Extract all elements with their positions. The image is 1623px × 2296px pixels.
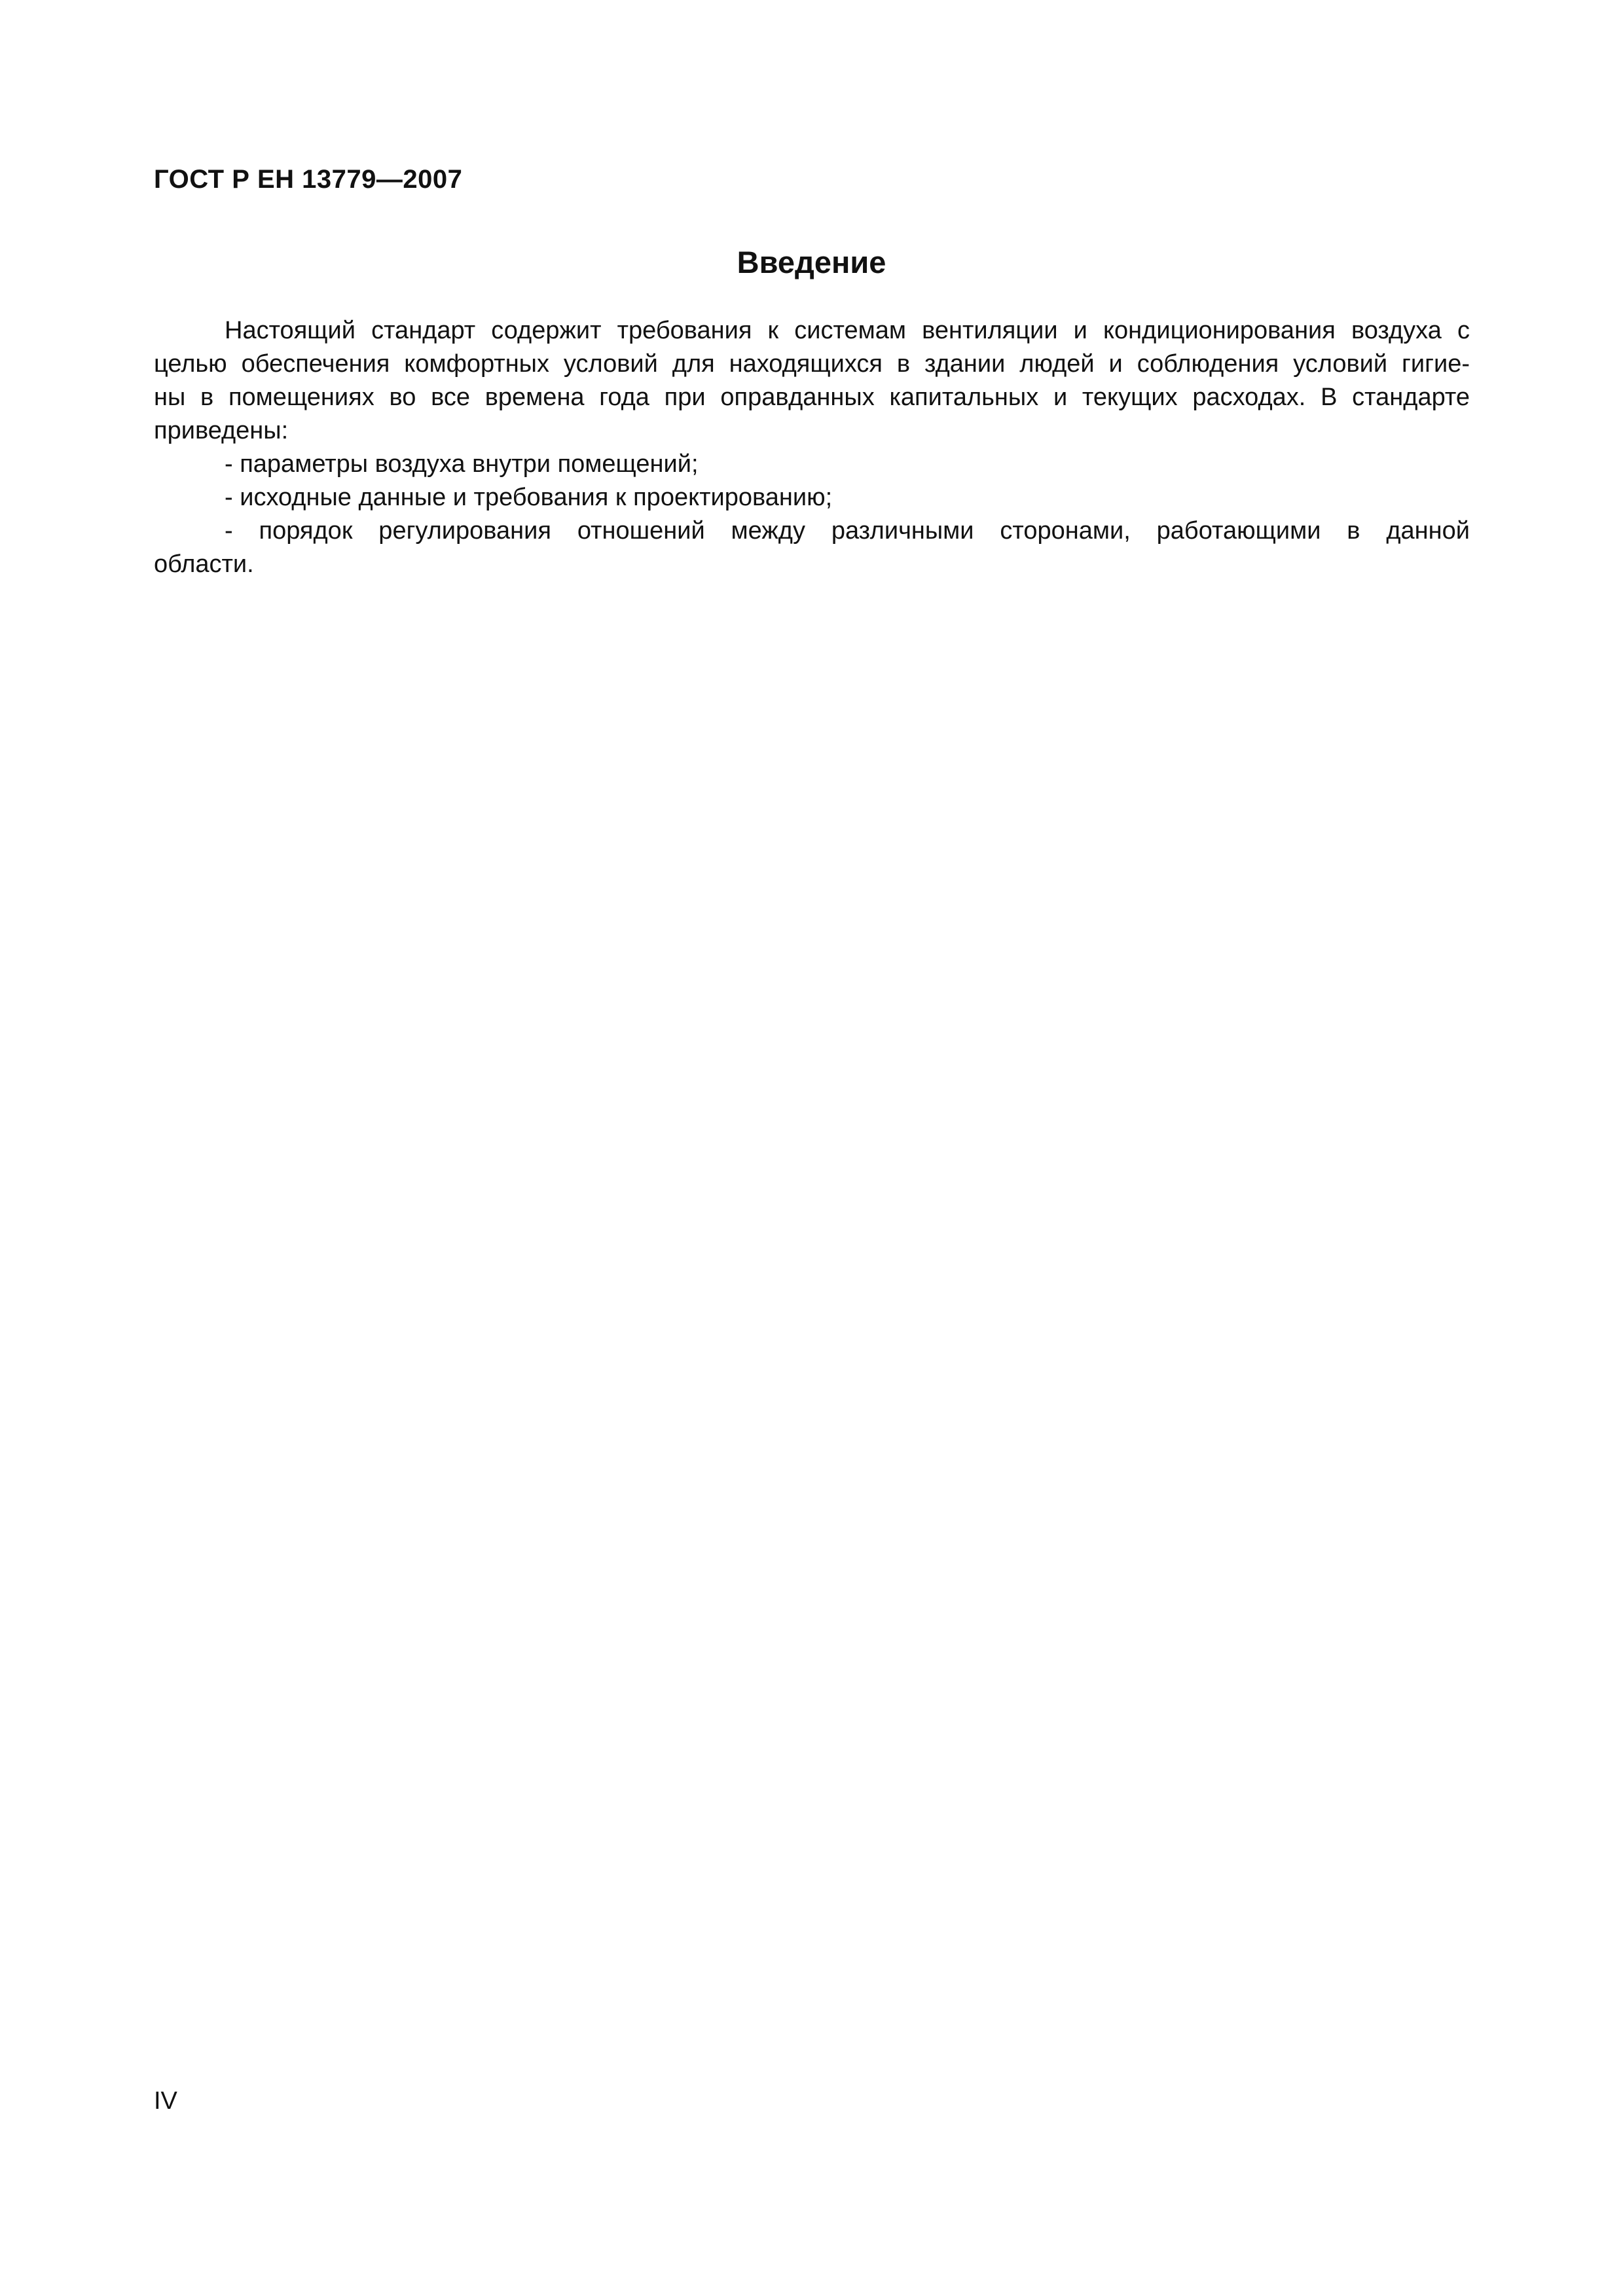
- page-number: IV: [154, 2087, 177, 2115]
- list-item: [154, 481, 1470, 514]
- intro-line: Настоящий стандарт содержит требования к системам вентиляции и кондиционирования воздуха с: [225, 317, 1470, 344]
- list-item: [154, 448, 1470, 481]
- intro-line: приведены:: [154, 417, 289, 444]
- body-text: [154, 314, 1470, 581]
- requirements-list: [154, 448, 1470, 581]
- list-item-text-continuation: области.: [154, 550, 254, 578]
- list-item-text: - параметры воздуха внутри помещений;: [225, 450, 699, 478]
- list-item: [154, 514, 1470, 581]
- list-item-text: - исходные данные и требования к проектированию;: [225, 484, 833, 511]
- intro-paragraph: [154, 314, 1470, 448]
- section-title: Введение: [737, 245, 886, 279]
- intro-line: ны в помещениях во все времена года при оправданных капитальных и текущих расходах. В стандарте: [154, 384, 1470, 411]
- intro-line: целью обеспечения комфортных условий для находящихся в здании людей и соблюдения условий гигие-: [154, 350, 1470, 378]
- document-standard-header: ГОСТ Р ЕН 13779—2007: [154, 165, 463, 194]
- list-item-text: - порядок регулирования отношений между различными сторонами, работающими в данной: [225, 517, 1470, 545]
